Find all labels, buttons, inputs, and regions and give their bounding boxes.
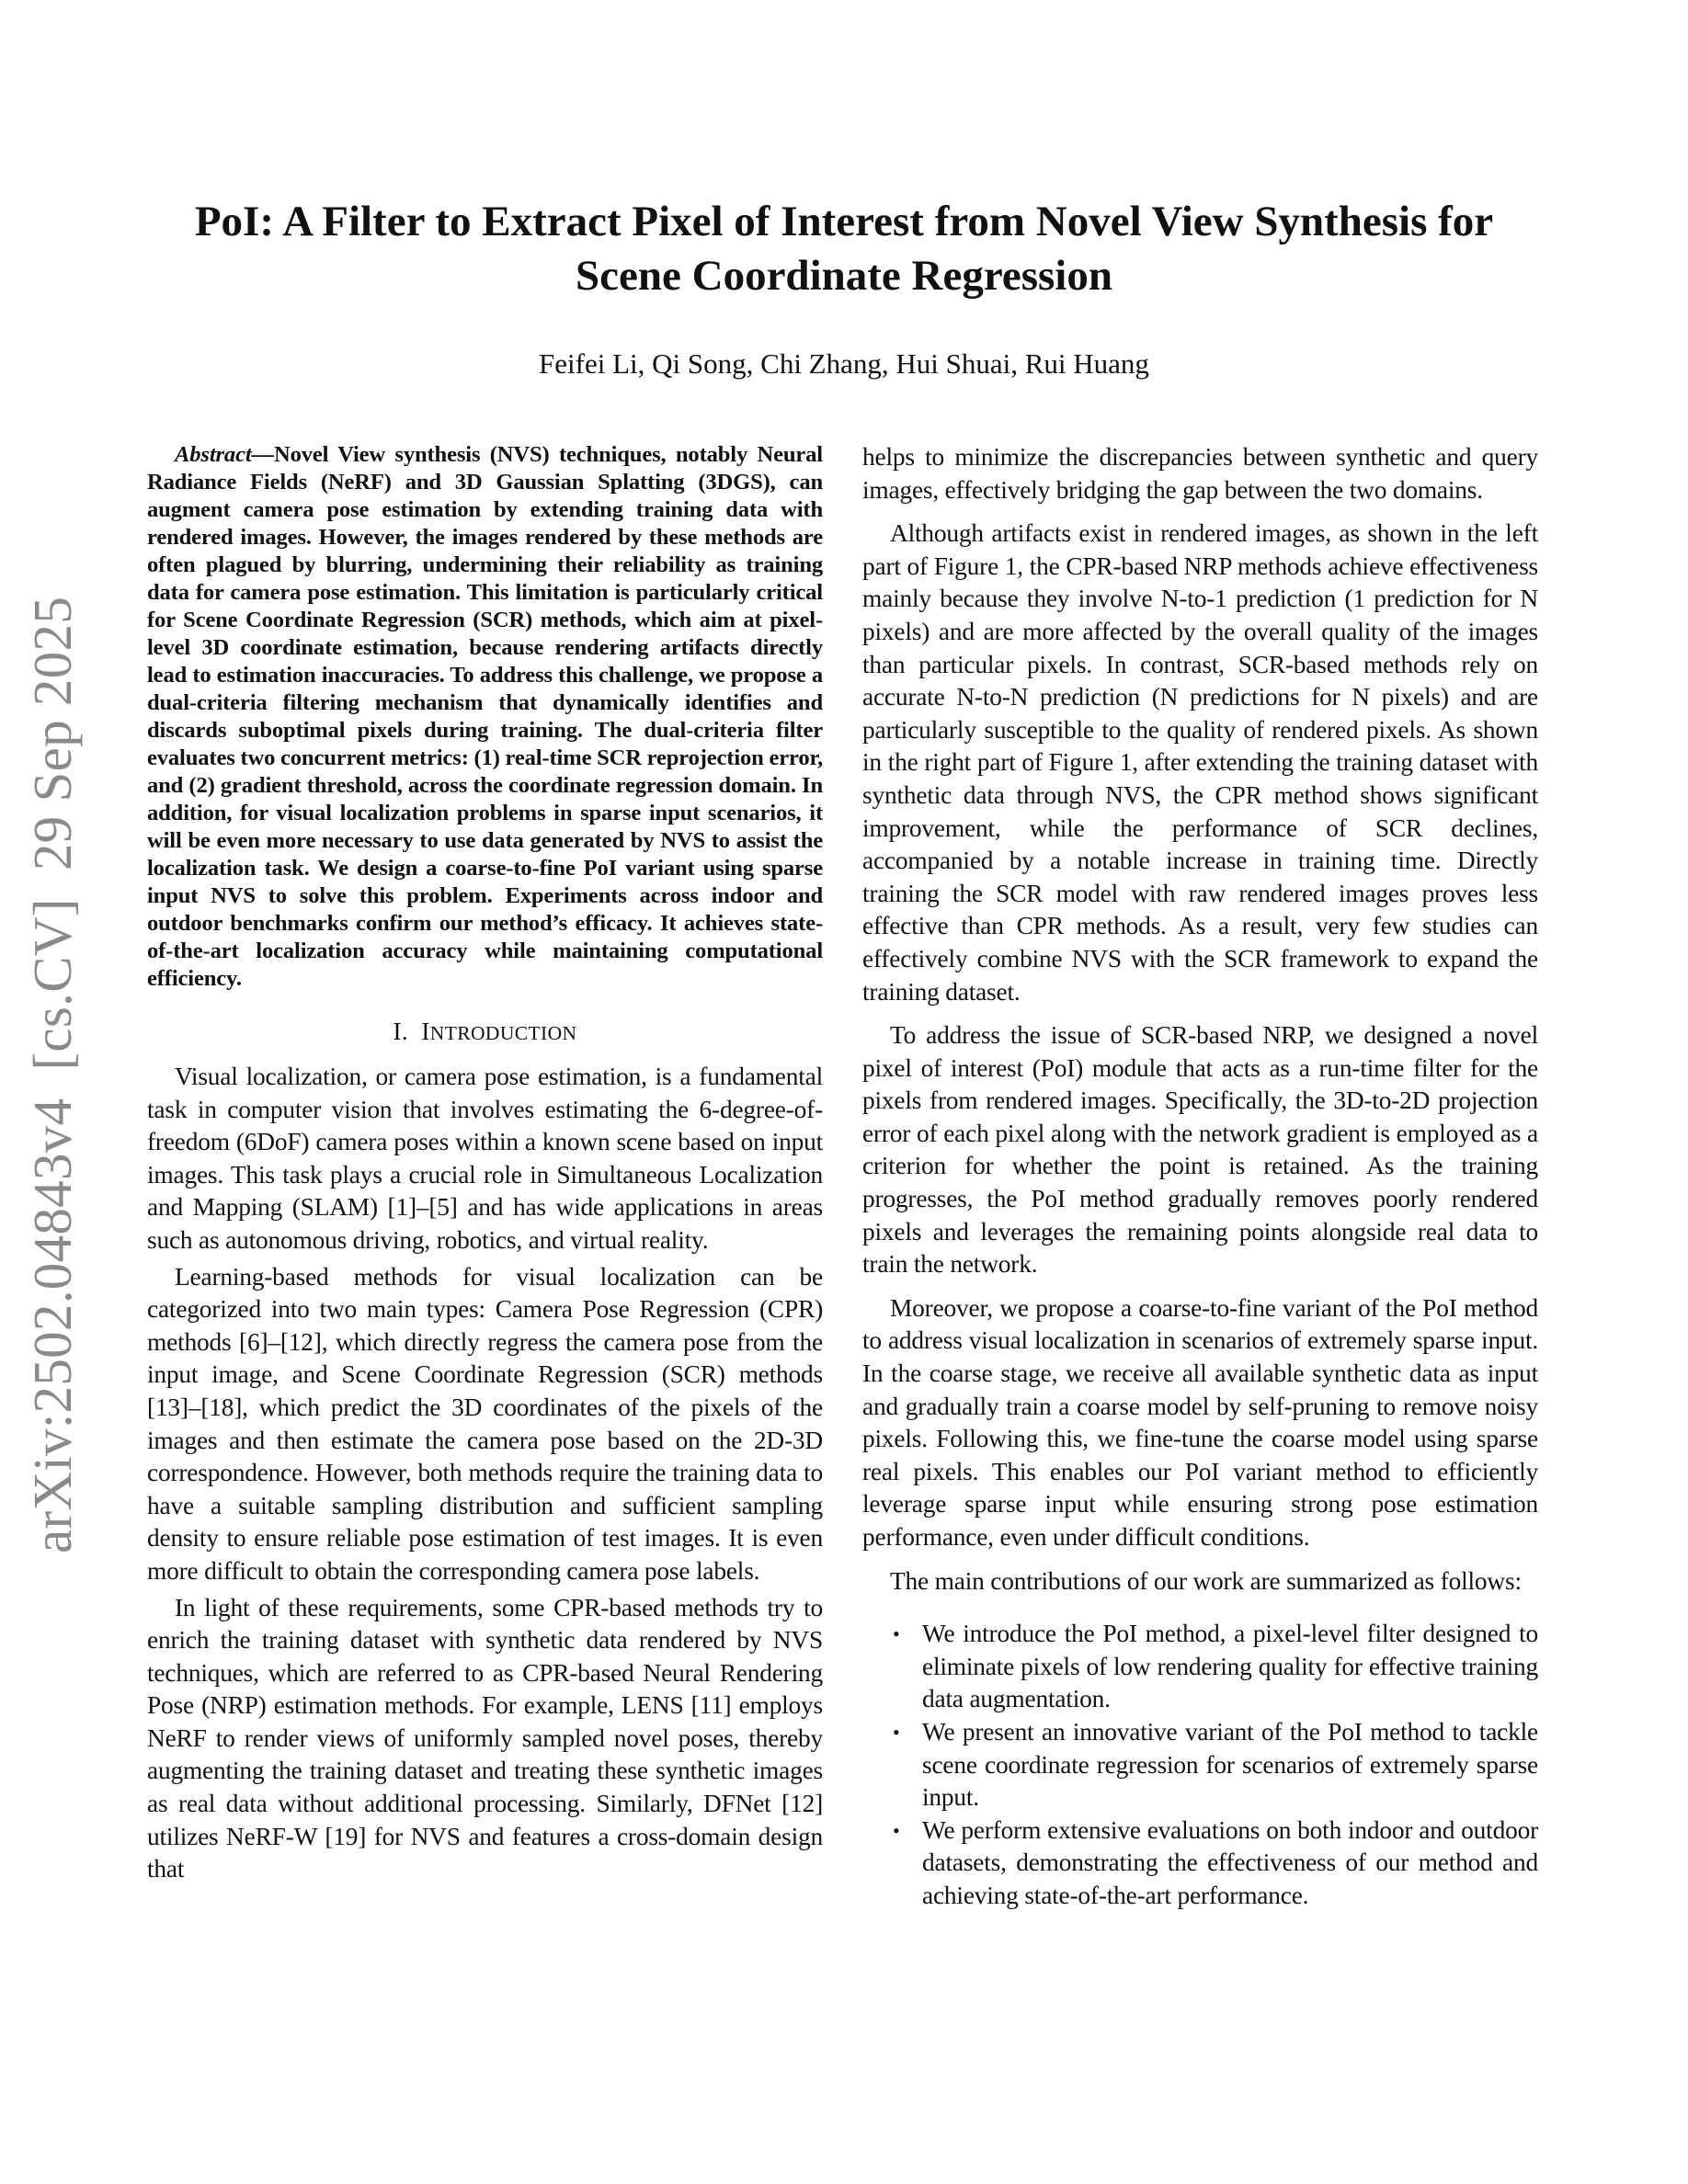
paragraph: The main contributions of our work are summarized as follows: — [890, 1566, 1522, 1595]
abstract — [147, 441, 823, 993]
paragraph: Although artifacts exist in rendered images, as shown in the left part of Figure 1, the CPR-based NRP methods achieve effectiveness mainly because they involve N-to-1 prediction (1 prediction for N pixels) and are more affected by the overall quality of the images than particular pixels. In contrast, SCR-based methods rely on accurate N-to-N prediction (N predictions for N pixels) and are particularly susceptible to the quality of rendered pixels. As shown in the right part of Figure 1, after extending the training dataset with synthetic data through NVS, the CPR method shows significant improvement, while the performance of SCR declines, accompanied by a notable increase in training time. Directly training the SCR model with raw rendered images proves less effective than CPR methods. As a result, very few studies can effectively combine NVS with the SCR framework to expand the training dataset. — [862, 519, 1538, 1006]
list-item-text: We introduce the PoI method, a pixel-level filter designed to eliminate pixels of low rendering quality for effective training data augmentation. — [922, 1620, 1538, 1713]
paragraph: To address the issue of SCR-based NRP, we designed a novel pixel of interest (PoI) module that acts as a run-time filter for the pixels from rendered images. Specifically, the 3D-to-2D projection error of each pixel along with the network gradient is employed as a criterion for whether the point is retained. As the training progresses, the PoI method gradually removes poorly rendered pixels and leverages the remaining points alongside real data to train the network. — [862, 1021, 1538, 1279]
author-list: Feifei Li, Qi Song, Chi Zhang, Hui Shuai, Rui Huang — [539, 347, 1149, 380]
list-item — [893, 1716, 1538, 1814]
list-item-text: We perform extensive evaluations on both indoor and outdoor datasets, demonstrating the effectiveness of our method and achieving state-of-the-art performance. — [922, 1815, 1538, 1909]
arxiv-identifier-stamp: arXiv:2502.04843v4 [cs.CV] 29 Sep 2025 — [22, 596, 83, 1553]
paragraph-continued: helps to minimize the discrepancies between synthetic and query images, effectively bridging the gap between the two domains. — [862, 443, 1538, 504]
bullet-icon: • — [893, 1622, 900, 1646]
abstract-dash: — — [251, 442, 274, 467]
left-column — [147, 441, 823, 1886]
abstract-text: Novel View synthesis (NVS) techniques, notably Neural Radiance Fields (NeRF) and 3D Gaussian Splatting (3DGS), can augment camera pose estimation by extending training data with rendered images. However, the images rendered by these methods are often plagued by blurring, undermining their reliability as training data for camera pose estimation. This limitation is particularly critical for Scene Coordinate Regression (SCR) methods, which aim at pixel-level 3D coordinate estimation, because rendering artifacts directly lead to estimation inaccuracies. To address this challenge, we propose a dual-criteria filtering mechanism that dynamically identifies and discards suboptimal pixels during training. The dual-criteria filter evaluates two concurrent metrics: (1) real-time SCR reprojection error, and (2) gradient threshold, across the coordinate regression domain. In addition, for visual localization problems in sparse input scenarios, it will be even more necessary to use data generated by NVS to assist the localization task. We design a coarse-to-fine PoI variant using sparse input NVS to solve this problem. Experiments across indoor and outdoor benchmarks confirm our method’s efficacy. It achieves state-of-the-art localization accuracy while maintaining computational efficiency. — [147, 442, 823, 991]
list-item-text: We present an innovative variant of the PoI method to tackle scene coordinate regression for scenarios of extremely sparse input. — [922, 1717, 1538, 1812]
list-item — [893, 1618, 1538, 1716]
section-number: I. — [393, 1018, 409, 1045]
paper-title: PoI: A Filter to Extract Pixel of Interest from Novel View Synthesis for Scene Coordinate Regression — [194, 198, 1494, 300]
section-title-rest: NTRODUCTION — [429, 1022, 577, 1044]
list-item — [893, 1814, 1538, 1913]
bullet-icon: • — [893, 1818, 900, 1842]
contributions-list — [862, 1618, 1538, 1912]
paragraph: Visual localization, or camera pose estimation, is a fundamental task in computer vision that involves estimating the 6-degree-of-freedom (6DoF) camera poses within a known scene based on input images. This task plays a crucial role in Simultaneous Localization and Mapping (SLAM) [1]–[5] and has wide applications in areas such as autonomous driving, robotics, and virtual reality. — [147, 1063, 823, 1254]
section-title-initial: I — [421, 1018, 430, 1045]
abstract-label: Abstract — [175, 442, 252, 467]
paragraph: Learning-based methods for visual localization can be categorized into two main types: Camera Pose Regression (CPR) methods [6]–[12], which directly regress the camera pose from the input image, and Scene Coordinate Regression (SCR) methods [13]–[18], which predict the 3D coordinates of the pixels of the images and then estimate the camera pose based on the 2D-3D correspondence. However, both methods require the training data to have a suitable sampling distribution and sufficient sampling density to ensure reliable pose estimation of test images. It is even more difficult to obtain the corresponding camera pose labels. — [147, 1262, 823, 1585]
section-title — [421, 1018, 576, 1045]
introduction-left-body — [147, 1061, 823, 1886]
right-column — [862, 441, 1538, 1913]
paragraph: Moreover, we propose a coarse-to-fine variant of the PoI method to address visual localization in scenarios of extremely sparse input. In the coarse stage, we receive all available synthetic data as input and gradually train a coarse model by self-pruning to remove noisy pixels. Following this, we fine-tune the coarse model using sparse real pixels. This enables our PoI variant method to efficiently leverage sparse input while ensuring strong pose estimation performance, even under difficult conditions. — [862, 1293, 1538, 1551]
bullet-icon: • — [893, 1720, 900, 1744]
paragraph: In light of these requirements, some CPR-based methods try to enrich the training dataset with synthetic data rendered by NVS techniques, which are referred to as CPR-based Neural Rendering Pose (NRP) estimation methods. For example, LENS [11] employs NeRF to render views of uniformly sampled novel poses, thereby augmenting the training dataset and treating these synthetic images as real data without additional processing. Similarly, DFNet [12] utilizes NeRF-W [19] for NVS and features a cross-domain design that — [147, 1593, 823, 1883]
introduction-right-body — [862, 441, 1538, 1598]
section-heading-introduction — [147, 1015, 823, 1050]
